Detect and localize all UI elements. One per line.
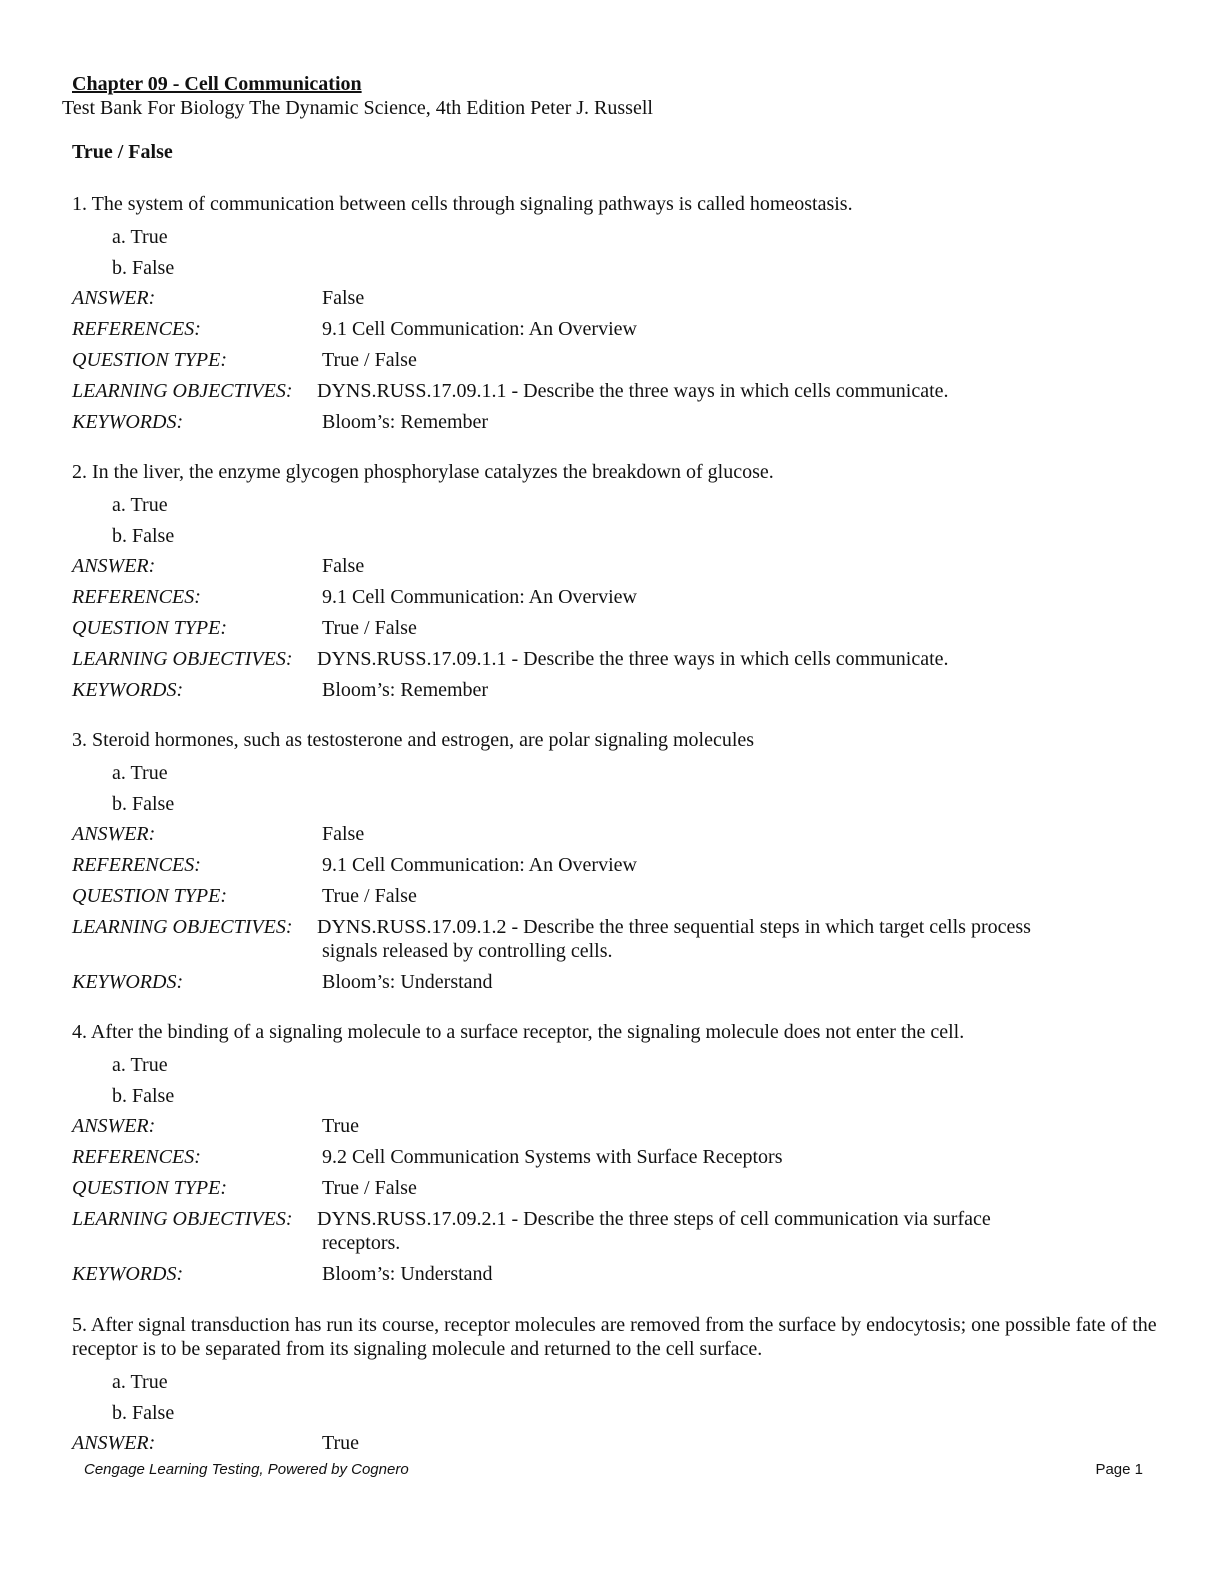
references-row bbox=[72, 317, 1162, 341]
references-label: REFERENCES: bbox=[72, 586, 201, 608]
question-text: 4. After the binding of a signaling molecule to a surface receptor, the signaling molecule does not enter the cell. bbox=[72, 1021, 965, 1043]
keywords-label: KEYWORDS: bbox=[72, 411, 184, 433]
learning-objectives-line-1: DYNS.RUSS.17.09.2.1 - Describe the three steps of cell communication via surface bbox=[317, 1208, 991, 1230]
question-type-value: True / False bbox=[322, 349, 417, 371]
keywords-label: KEYWORDS: bbox=[72, 679, 184, 701]
question-text: 3. Steroid hormones, such as testosterone and estrogen, are polar signaling molecules bbox=[72, 729, 755, 751]
learning-objectives-line-2: signals released by controlling cells. bbox=[322, 940, 613, 962]
question-type-label: QUESTION TYPE: bbox=[72, 349, 228, 371]
references-value: 9.1 Cell Communication: An Overview bbox=[322, 586, 637, 608]
answer-value: True bbox=[322, 1432, 360, 1454]
learning-objectives-value: DYNS.RUSS.17.09.1.1 - Describe the three ways in which cells communicate. bbox=[317, 380, 949, 402]
option-true: a. True bbox=[112, 762, 168, 784]
answer-options bbox=[72, 1367, 1162, 1429]
footer-page-number: Page 1 bbox=[1095, 1461, 1143, 1478]
references-label: REFERENCES: bbox=[72, 854, 201, 876]
question-type-value: True / False bbox=[322, 617, 417, 639]
answer-label: ANSWER: bbox=[72, 555, 156, 577]
answer-options bbox=[72, 490, 1162, 552]
references-value: 9.1 Cell Communication: An Overview bbox=[322, 318, 637, 340]
references-label: REFERENCES: bbox=[72, 318, 201, 340]
answer-row bbox=[72, 1114, 1162, 1138]
question-type-label: QUESTION TYPE: bbox=[72, 885, 228, 907]
question-2 bbox=[72, 460, 1162, 702]
answer-label: ANSWER: bbox=[72, 823, 156, 845]
learning-objectives-value: DYNS.RUSS.17.09.1.1 - Describe the three ways in which cells communicate. bbox=[317, 648, 949, 670]
learning-objectives-line-2: receptors. bbox=[322, 1232, 401, 1254]
keywords-value: Bloom’s: Remember bbox=[322, 679, 489, 701]
question-type-value: True / False bbox=[322, 885, 417, 907]
references-label: REFERENCES: bbox=[72, 1146, 201, 1168]
question-5 bbox=[72, 1313, 1162, 1455]
learning-objectives-value bbox=[317, 915, 1162, 963]
keywords-label: KEYWORDS: bbox=[72, 971, 184, 993]
option-true: a. True bbox=[112, 1371, 168, 1393]
option-true: a. True bbox=[112, 1054, 168, 1076]
answer-options bbox=[72, 1050, 1162, 1112]
learning-objectives-value bbox=[317, 1207, 1162, 1255]
keywords-label: KEYWORDS: bbox=[72, 1263, 184, 1285]
references-value: 9.2 Cell Communication Systems with Surface Receptors bbox=[322, 1146, 783, 1168]
option-true: a. True bbox=[112, 494, 168, 516]
learning-objectives-row bbox=[72, 915, 1162, 963]
answer-options bbox=[72, 758, 1162, 820]
answer-row bbox=[72, 554, 1162, 578]
answer-row bbox=[72, 822, 1162, 846]
question-type-row bbox=[72, 1176, 1162, 1200]
question-text: 1. The system of communication between cells through signaling pathways is called homeostasis. bbox=[72, 193, 853, 215]
keywords-row bbox=[72, 410, 1162, 434]
keywords-value: Bloom’s: Remember bbox=[322, 411, 489, 433]
answer-label: ANSWER: bbox=[72, 1115, 156, 1137]
chapter-title: Chapter 09 - Cell Communication bbox=[72, 73, 362, 95]
answer-row bbox=[72, 286, 1162, 310]
question-type-label: QUESTION TYPE: bbox=[72, 617, 228, 639]
learning-objectives-label: LEARNING OBJECTIVES: bbox=[72, 1208, 293, 1230]
keywords-value: Bloom’s: Understand bbox=[322, 1263, 493, 1285]
option-false: b. False bbox=[112, 257, 175, 279]
answer-row bbox=[72, 1431, 1162, 1455]
option-false: b. False bbox=[112, 793, 175, 815]
answer-value: True bbox=[322, 1115, 360, 1137]
document-subtitle: Test Bank For Biology The Dynamic Science, 4th Edition Peter J. Russell bbox=[62, 97, 653, 119]
question-1 bbox=[72, 192, 1162, 434]
references-row bbox=[72, 853, 1162, 877]
answer-value: False bbox=[322, 823, 365, 845]
answer-value: False bbox=[322, 287, 365, 309]
option-true: a. True bbox=[112, 226, 168, 248]
section-title: True / False bbox=[72, 141, 173, 163]
keywords-value: Bloom’s: Understand bbox=[322, 971, 493, 993]
learning-objectives-row bbox=[72, 647, 1162, 671]
keywords-row bbox=[72, 1262, 1162, 1286]
question-type-label: QUESTION TYPE: bbox=[72, 1177, 228, 1199]
answer-label: ANSWER: bbox=[72, 1432, 156, 1454]
references-value: 9.1 Cell Communication: An Overview bbox=[322, 854, 637, 876]
references-row bbox=[72, 1145, 1162, 1169]
option-false: b. False bbox=[112, 1085, 175, 1107]
learning-objectives-line-1: DYNS.RUSS.17.09.1.2 - Describe the three sequential steps in which target cells process bbox=[317, 916, 1031, 938]
answer-label: ANSWER: bbox=[72, 287, 156, 309]
question-text: 2. In the liver, the enzyme glycogen phosphorylase catalyzes the breakdown of glucose. bbox=[72, 461, 774, 483]
learning-objectives-row bbox=[72, 1207, 1162, 1255]
answer-value: False bbox=[322, 555, 365, 577]
references-row bbox=[72, 585, 1162, 609]
footer-publisher: Cengage Learning Testing, Powered by Cognero bbox=[84, 1461, 409, 1478]
question-3 bbox=[72, 728, 1162, 994]
keywords-row bbox=[72, 970, 1162, 994]
learning-objectives-label: LEARNING OBJECTIVES: bbox=[72, 380, 293, 402]
keywords-row bbox=[72, 678, 1162, 702]
option-false: b. False bbox=[112, 1402, 175, 1424]
learning-objectives-row bbox=[72, 379, 1162, 403]
question-4 bbox=[72, 1020, 1162, 1286]
question-type-row bbox=[72, 348, 1162, 372]
question-text: 5. After signal transduction has run its course, receptor molecules are removed from the surface by endocytosis; one possible fate of the receptor is to be separated from its signaling molecule and returned to the cell surface. bbox=[72, 1314, 1157, 1360]
answer-options bbox=[72, 222, 1162, 284]
learning-objectives-label: LEARNING OBJECTIVES: bbox=[72, 916, 293, 938]
question-type-row bbox=[72, 616, 1162, 640]
learning-objectives-label: LEARNING OBJECTIVES: bbox=[72, 648, 293, 670]
option-false: b. False bbox=[112, 525, 175, 547]
question-type-row bbox=[72, 884, 1162, 908]
question-type-value: True / False bbox=[322, 1177, 417, 1199]
